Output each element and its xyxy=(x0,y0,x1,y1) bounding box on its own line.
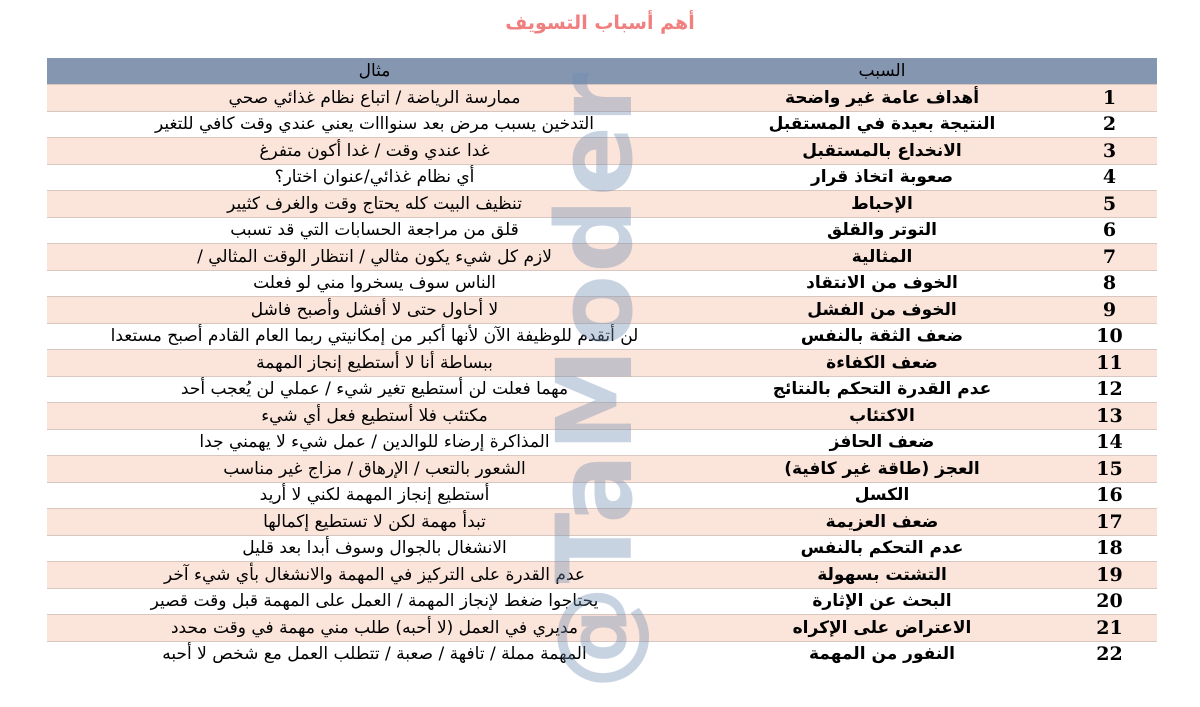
row-number: 9 xyxy=(1062,297,1157,324)
table-row xyxy=(47,323,1157,350)
header-reason: السبب xyxy=(702,58,1062,85)
reason-cell: المثالية xyxy=(702,244,1062,271)
example-cell xyxy=(47,403,702,430)
table-row xyxy=(47,509,1157,536)
example-text: لا أحاول حتى لا أفشل وأصبح فاشل xyxy=(250,299,499,320)
reason-cell: الاكتئاب xyxy=(702,403,1062,430)
example-cell xyxy=(47,191,702,218)
example-text: أي نظام غذائي/عنوان اختار؟ xyxy=(274,167,475,188)
example-cell xyxy=(47,429,702,456)
example-text: أستطيع إنجاز المهمة لكني لا أريد xyxy=(259,485,490,506)
reason-cell: الانخداع بالمستقبل xyxy=(702,138,1062,165)
example-text: قلق من مراجعة الحسابات التي قد تسبب xyxy=(230,220,519,241)
example-cell xyxy=(47,350,702,377)
example-cell xyxy=(47,482,702,509)
example-text: المهمة مملة / تافهة / صعبة / تتطلب العمل مع شخص لا أحبه xyxy=(162,644,587,665)
reason-cell: البحث عن الإثارة xyxy=(702,588,1062,615)
table-row xyxy=(47,456,1157,483)
table-row xyxy=(47,270,1157,297)
table-row xyxy=(47,191,1157,218)
example-text: عدم القدرة على التركيز في المهمة والانشغال بأي شيء آخر xyxy=(163,564,586,585)
row-number: 18 xyxy=(1062,535,1157,562)
row-number: 22 xyxy=(1062,641,1157,667)
example-text: لن أتقدم للوظيفة الآن لأنها أكبر من إمكانيتي ربما العام القادم أصبح مستعدا xyxy=(110,326,639,347)
table-row xyxy=(47,350,1157,377)
reason-cell: ضعف الحافز xyxy=(702,429,1062,456)
example-text: تنظيف البيت كله يحتاج وقت والغرف كثيير xyxy=(227,193,522,214)
example-cell xyxy=(47,85,702,112)
example-text: المذاكرة إرضاء للوالدين / عمل شيء لا يهمني جدا xyxy=(199,432,550,453)
example-text: مديري في العمل (لا أحبه) طلب مني مهمة في وقت محدد xyxy=(170,617,579,638)
reason-cell: ضعف الكفاءة xyxy=(702,350,1062,377)
table-row xyxy=(47,376,1157,403)
table-row xyxy=(47,244,1157,271)
example-text: يحتاجوا ضغط لإنجاز المهمة / العمل على المهمة قبل وقت قصير xyxy=(150,591,599,612)
row-number: 15 xyxy=(1062,456,1157,483)
reason-cell: التوتر والقلق xyxy=(702,217,1062,244)
example-cell xyxy=(47,588,702,615)
page-title: أهم أسباب التسويف xyxy=(505,12,695,34)
row-number: 7 xyxy=(1062,244,1157,271)
reason-cell: النفور من المهمة xyxy=(702,641,1062,667)
example-cell xyxy=(47,641,702,667)
example-text: الانشغال بالجوال وسوف أبدا بعد قليل xyxy=(242,538,507,559)
example-cell xyxy=(47,138,702,165)
reason-cell: التشتت بسهولة xyxy=(702,562,1062,589)
table-row xyxy=(47,482,1157,509)
row-number: 11 xyxy=(1062,350,1157,377)
table-row xyxy=(47,429,1157,456)
row-number: 13 xyxy=(1062,403,1157,430)
reason-cell: ضعف العزيمة xyxy=(702,509,1062,536)
row-number: 16 xyxy=(1062,482,1157,509)
row-number: 21 xyxy=(1062,615,1157,642)
example-cell xyxy=(47,111,702,138)
example-text: مهما فعلت لن أستطيع تغير شيء / عملي لن يُعجب أحد xyxy=(180,379,569,400)
watermark-text: @TaModer xyxy=(534,70,656,690)
table-header-row xyxy=(47,58,1157,85)
row-number: 6 xyxy=(1062,217,1157,244)
example-cell xyxy=(47,323,702,350)
example-cell xyxy=(47,535,702,562)
row-number: 3 xyxy=(1062,138,1157,165)
table-row xyxy=(47,615,1157,642)
table-row xyxy=(47,535,1157,562)
row-number: 8 xyxy=(1062,270,1157,297)
row-number: 2 xyxy=(1062,111,1157,138)
row-number: 1 xyxy=(1062,85,1157,112)
row-number: 17 xyxy=(1062,509,1157,536)
reason-cell: عدم التحكم بالنفس xyxy=(702,535,1062,562)
table-row xyxy=(47,641,1157,667)
example-cell xyxy=(47,562,702,589)
example-text: الشعور بالتعب / الإرهاق / مزاج غير مناسب xyxy=(223,458,526,479)
table-row xyxy=(47,297,1157,324)
reason-cell: عدم القدرة التحكم بالنتائج xyxy=(702,376,1062,403)
table-row xyxy=(47,138,1157,165)
example-text: التدخين يسبب مرض بعد سنوااات يعني عندي وقت كافي للتغير xyxy=(154,114,595,135)
reason-cell: الإحباط xyxy=(702,191,1062,218)
table-row xyxy=(47,85,1157,112)
header-number xyxy=(1062,58,1157,85)
row-number: 14 xyxy=(1062,429,1157,456)
row-number: 20 xyxy=(1062,588,1157,615)
example-text: الناس سوف يسخروا مني لو فعلت xyxy=(253,273,496,294)
example-text: ممارسة الرياضة / اتباع نظام غذائي صحي xyxy=(228,87,521,108)
row-number: 4 xyxy=(1062,164,1157,191)
reason-cell: العجز (طاقة غير كافية) xyxy=(702,456,1062,483)
example-text: لازم كل شيء يكون مثالي / انتظار الوقت المثالي / xyxy=(197,246,552,267)
row-number: 12 xyxy=(1062,376,1157,403)
example-text: ببساطة أنا لا أستطيع إنجاز المهمة xyxy=(256,352,493,373)
example-text: غدا عندي وقت / غدا أكون متفرغ xyxy=(259,140,490,161)
example-text: مكتئب فلا أستطيع فعل أي شيء xyxy=(261,405,488,426)
reason-cell: الخوف من الفشل xyxy=(702,297,1062,324)
reason-cell: ضعف الثقة بالنفس xyxy=(702,323,1062,350)
table-row xyxy=(47,562,1157,589)
reason-cell: صعوبة اتخاذ قرار xyxy=(702,164,1062,191)
example-cell xyxy=(47,297,702,324)
example-cell xyxy=(47,509,702,536)
header-example: مثال xyxy=(47,58,702,85)
example-cell xyxy=(47,164,702,191)
row-number: 5 xyxy=(1062,191,1157,218)
table-row xyxy=(47,588,1157,615)
reason-cell: الكسل xyxy=(702,482,1062,509)
table-row xyxy=(47,111,1157,138)
example-cell xyxy=(47,615,702,642)
reason-cell: الاعتراض على الإكراه xyxy=(702,615,1062,642)
example-text: تبدأ مهمة لكن لا تستطيع إكمالها xyxy=(263,511,486,532)
example-cell xyxy=(47,456,702,483)
table-row xyxy=(47,164,1157,191)
example-cell xyxy=(47,270,702,297)
example-cell xyxy=(47,376,702,403)
reason-cell: النتيجة بعيدة في المستقبل xyxy=(702,111,1062,138)
table-body xyxy=(47,85,1157,668)
row-number: 10 xyxy=(1062,323,1157,350)
reason-cell: أهداف عامة غير واضحة xyxy=(702,85,1062,112)
example-cell xyxy=(47,244,702,271)
example-cell xyxy=(47,217,702,244)
reasons-table xyxy=(47,58,1157,667)
table-row xyxy=(47,217,1157,244)
row-number: 19 xyxy=(1062,562,1157,589)
reason-cell: الخوف من الانتقاد xyxy=(702,270,1062,297)
table-row xyxy=(47,403,1157,430)
